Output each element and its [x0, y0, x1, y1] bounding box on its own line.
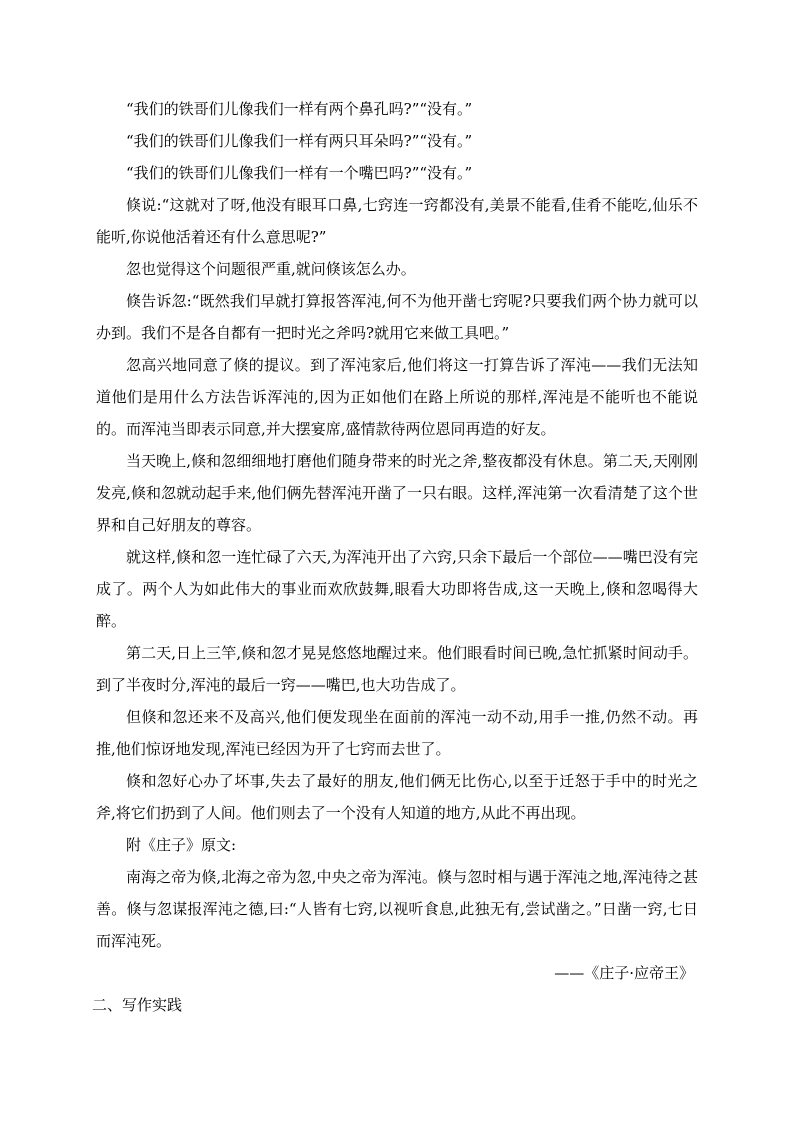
paragraph-4: 倏说:“这就对了呀,他没有眼耳口鼻,七窍连一窍都没有,美景不能看,佳肴不能吃,仙乐不能听,你说他活着还有什么意思呢?”: [96, 196, 698, 246]
paragraph-2: “我们的铁哥们儿像我们一样有两只耳朵吗?”“没有。”: [126, 132, 473, 150]
paragraph-8: 当天晚上,倏和忽细细地打磨他们随身带来的时光之斧,整夜都没有休息。第二天,天刚刚发亮,倏和忽就动起手来,他们俩先替浑沌开凿了一只右眼。这样,浑沌第一次看清楚了这个世界和自己好朋友的尊容。: [96, 452, 698, 534]
paragraph-3: “我们的铁哥们儿像我们一样有一个嘴巴吗?”“没有。”: [126, 164, 473, 182]
paragraph-7: 忽高兴地同意了倏的提议。到了浑沌家后,他们将这一打算告诉了浑沌——我们无法知道他们是用什么方法告诉浑沌的,因为正如他们在路上所说的那样,浑沌是不能听也不能说的。而浑沌当即表示同意,并大摆宴席,盛情款待两位恩同再造的好友。: [96, 356, 698, 438]
paragraph-6: 倏告诉忽:“既然我们早就打算报答浑沌,何不为他开凿七窍呢?只要我们两个协力就可以办到。我们不是各自都有一把时光之斧吗?就用它来做工具吧。”: [96, 292, 698, 342]
document-page: [92, 93, 698, 1021]
section-heading: 二、写作实践: [92, 996, 183, 1014]
paragraph-10: 第二天,日上三竿,倏和忽才晃晃悠悠地醒过来。他们眼看时间已晚,急忙抓紧时间动手。到了半夜时分,浑沌的最后一窍——嘴巴,也大功告成了。: [96, 644, 698, 694]
paragraph-11: 但倏和忽还来不及高兴,他们便发现坐在面前的浑沌一动不动,用手一推,仍然不动。再推,他们惊讶地发现,浑沌已经因为开了七窍而去世了。: [96, 708, 698, 758]
paragraph-1: “我们的铁哥们儿像我们一样有两个鼻孔吗?”“没有。”: [126, 100, 473, 118]
original-text: 南海之帝为倏,北海之帝为忽,中央之帝为浑沌。倏与忽时相与遇于浑沌之地,浑沌待之甚善。倏与忽谋报浑沌之德,曰:“人皆有七窍,以视听食息,此独无有,尝试凿之。”日凿一窍,七日而浑沌死。: [96, 868, 698, 950]
paragraph-5: 忽也觉得这个问题很严重,就问倏该怎么办。: [126, 260, 416, 278]
source-attribution: ——《庄子·应帝王》: [554, 964, 694, 982]
paragraph-9: 就这样,倏和忽一连忙碌了六天,为浑沌开出了六窍,只余下最后一个部位——嘴巴没有完成了。两个人为如此伟大的事业而欢欣鼓舞,眼看大功即将告成,这一天晚上,倏和忽喝得大醉。: [96, 548, 698, 630]
paragraph-12: 倏和忽好心办了坏事,失去了最好的朋友,他们俩无比伤心,以至于迁怒于手中的时光之斧,将它们扔到了人间。他们则去了一个没有人知道的地方,从此不再出现。: [96, 772, 698, 822]
appendix-label: 附《庄子》原文:: [126, 836, 237, 854]
